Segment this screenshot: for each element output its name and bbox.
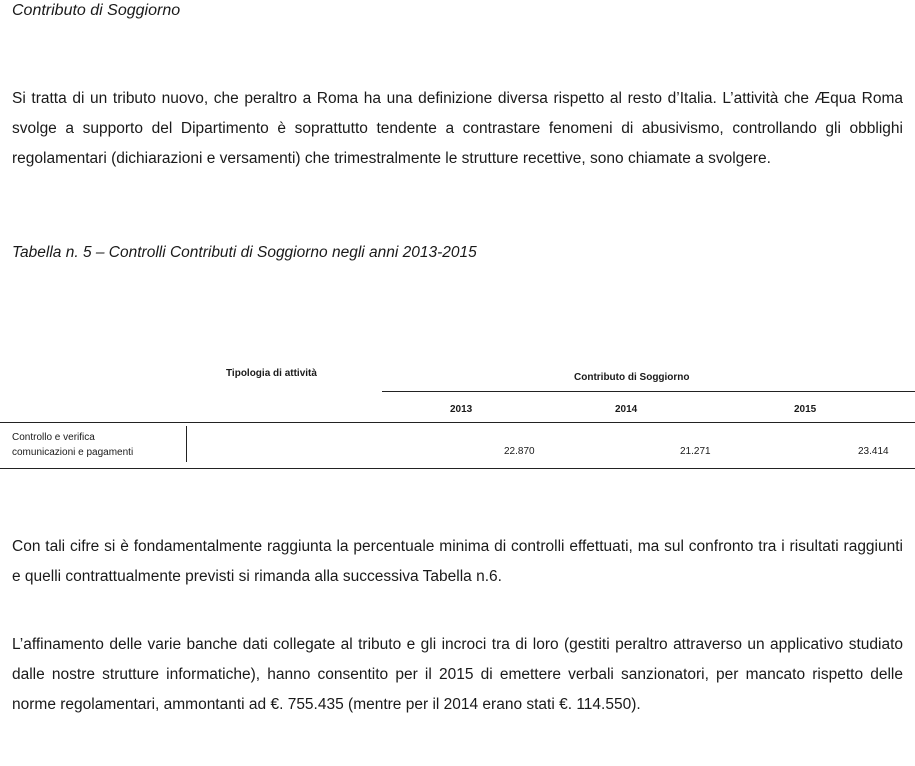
table-header-attivita: Tipologia di attività [226,368,317,379]
table-header-contributo: Contributo di Soggiorno [574,372,690,383]
table-row-label [12,430,187,460]
table-value-2013: 22.870 [504,446,535,457]
section-title: Contributo di Soggiorno [12,2,181,19]
table-caption: Tabella n. 5 – Controlli Contributi di Soggiorno negli anni 2013-2015 [12,244,477,261]
table-row-label-line1: Controllo e verifica [12,432,95,443]
table-year-2013: 2013 [450,404,473,415]
paragraph-intro: Si tratta di un tributo nuovo, che peraltro a Roma ha una definizione diversa rispetto al resto d’Italia. L’attività che Æqua Roma svolge a supporto del Dipartimento è soprattutto tendente a contrastare fenomeni di abusivismo, controllando gli obblighi regolamentari (dichiarazioni e versamenti) che trimestralmente le strutture recettive, sono chiamate a svolgere. [12,90,903,167]
table-divider-bottom [0,468,915,469]
table-year-2014: 2014 [615,404,638,415]
table-divider-top [382,391,915,392]
controls-table [0,360,915,480]
table-divider-header [0,422,915,423]
table-value-2014: 21.271 [680,446,711,457]
table-year-2015: 2015 [794,404,817,415]
paragraph-results: Con tali cifre si è fondamentalmente raggiunta la percentuale minima di controlli effettuati, ma sul confronto tra i risultati raggiunti e quelli contrattualmente previsti si rimanda alla successiva Tabella n.6. [12,538,903,585]
table-row-label-line2: comunicazioni e pagamenti [12,447,134,458]
table-vertical-divider [186,426,187,462]
paragraph-sanctions: L’affinamento delle varie banche dati collegate al tributo e gli incroci tra di loro (gestiti peraltro attraverso un applicativo studiato dalle nostre strutture informatiche), hanno consentito per il 2015 di emettere verbali sanzionatori, per mancato rispetto delle norme regolamentari, ammontanti ad €. 755.435 (mentre per il 2014 erano stati €. 114.550). [12,636,903,713]
table-value-2015: 23.414 [858,446,889,457]
